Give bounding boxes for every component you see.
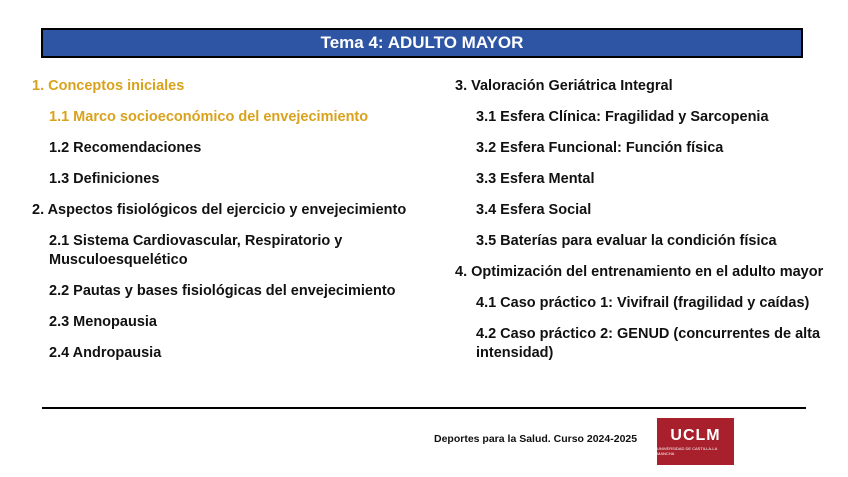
uclm-logo bbox=[657, 418, 734, 465]
toc-subitem: 2.1 Sistema Cardiovascular, Respiratorio y Musculoesquelético bbox=[49, 233, 343, 268]
toc-section: 3. Valoración Geriátrica Integral bbox=[455, 78, 673, 94]
toc-subitem: 3.1 Esfera Clínica: Fragilidad y Sarcopenia bbox=[476, 109, 769, 125]
toc-section: 1. Conceptos iniciales bbox=[32, 78, 185, 94]
toc-subitem: 3.5 Baterías para evaluar la condición física bbox=[476, 233, 777, 249]
title-bar bbox=[41, 28, 803, 58]
right-column bbox=[455, 77, 825, 375]
toc-subitem: 3.2 Esfera Funcional: Función física bbox=[476, 140, 724, 156]
toc-subitem: 1.2 Recomendaciones bbox=[49, 140, 202, 156]
toc-subitem: 2.3 Menopausia bbox=[49, 314, 157, 330]
toc-subitem: 2.4 Andropausia bbox=[49, 345, 162, 361]
toc-subitem: 2.2 Pautas y bases fisiológicas del envejecimiento bbox=[49, 283, 396, 299]
footer-text: Deportes para la Salud. Curso 2024-2025 bbox=[434, 433, 638, 445]
toc-subitem: 1.1 Marco socioeconómico del envejecimiento bbox=[49, 109, 369, 125]
toc-section: 4. Optimización del entrenamiento en el adulto mayor bbox=[455, 264, 824, 280]
toc-subitem: 4.1 Caso práctico 1: Vivifrail (fragilidad y caídas) bbox=[476, 295, 810, 311]
toc-subitem: 1.3 Definiciones bbox=[49, 171, 160, 187]
toc-subitem: 3.4 Esfera Social bbox=[476, 202, 592, 218]
toc-section: 2. Aspectos fisiológicos del ejercicio y envejecimiento bbox=[32, 202, 407, 218]
left-column bbox=[32, 77, 432, 375]
logo-text: UCLM bbox=[670, 426, 721, 444]
toc-subitem: 4.2 Caso práctico 2: GENUD (concurrentes de alta intensidad) bbox=[476, 326, 821, 361]
page-title: Tema 4: ADULTO MAYOR bbox=[320, 33, 524, 52]
logo-subtext: UNIVERSIDAD DE CASTILLA-LA MANCHA bbox=[657, 445, 718, 456]
divider bbox=[42, 407, 806, 409]
toc-subitem: 3.3 Esfera Mental bbox=[476, 171, 595, 187]
